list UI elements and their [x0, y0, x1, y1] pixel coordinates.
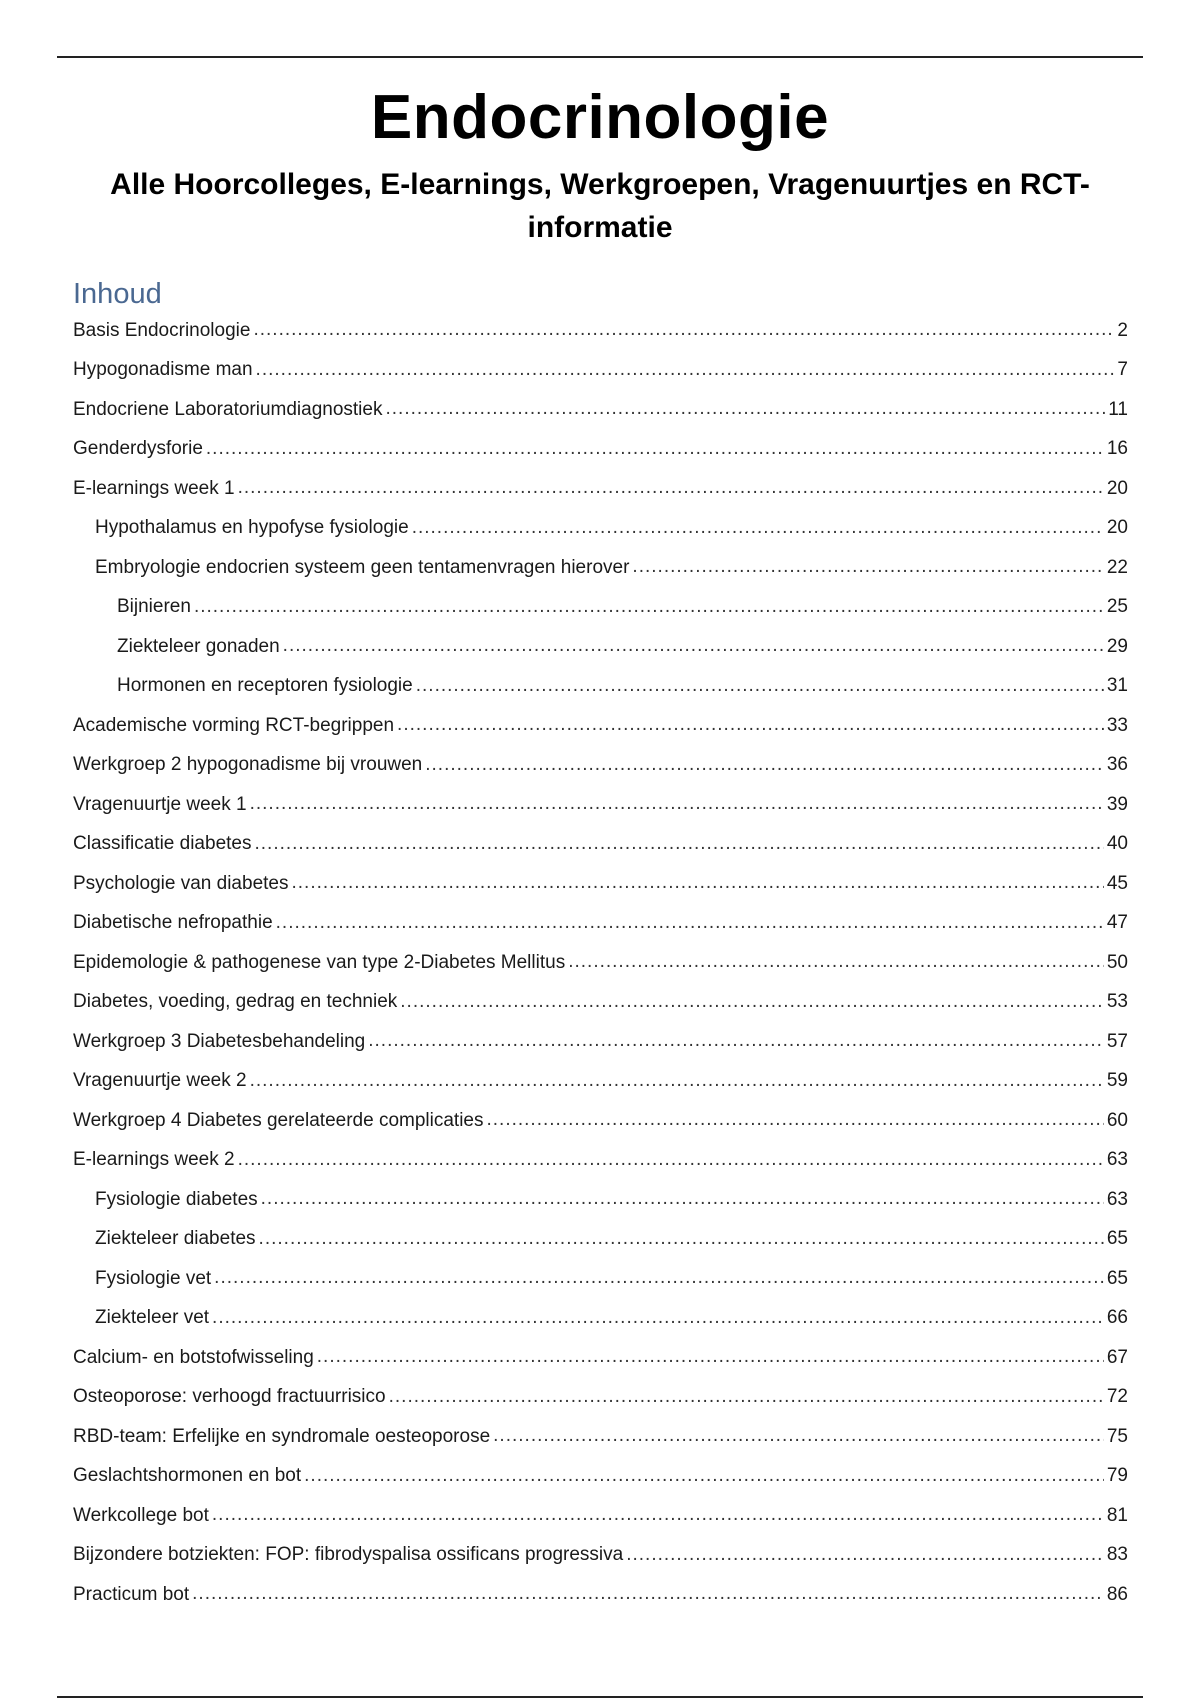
toc-entry[interactable]	[73, 469, 1128, 509]
toc-dot-leader	[385, 398, 1105, 421]
toc-entry[interactable]	[73, 1141, 1128, 1181]
toc-entry-label[interactable]: Werkcollege bot	[73, 1504, 209, 1526]
toc-entry[interactable]	[73, 390, 1128, 430]
toc-entry-page-number[interactable]: 66	[1106, 1307, 1128, 1329]
toc-entry-label[interactable]: Werkgroep 4 Diabetes gerelateerde complicaties	[73, 1109, 484, 1131]
toc-entry-label[interactable]: Vragenuurtje week 1	[73, 793, 247, 815]
toc-entry-page-number[interactable]: 50	[1106, 951, 1128, 973]
toc-dot-leader	[397, 714, 1104, 737]
toc-entry[interactable]	[73, 1575, 1128, 1615]
toc-entry-page-number[interactable]: 60	[1106, 1109, 1128, 1131]
toc-entry-page-number[interactable]: 83	[1106, 1544, 1128, 1566]
toc-entry-label[interactable]: Osteoporose: verhoogd fractuurrisico	[73, 1386, 386, 1408]
toc-entry[interactable]	[73, 1220, 1128, 1260]
toc-entry[interactable]	[73, 588, 1128, 628]
toc-entry[interactable]	[73, 509, 1128, 549]
toc-entry[interactable]	[73, 1338, 1128, 1378]
toc-entry[interactable]	[73, 825, 1128, 865]
toc-entry-page-number[interactable]: 40	[1106, 833, 1128, 855]
toc-entry-page-number[interactable]: 39	[1106, 793, 1128, 815]
toc-entry-label[interactable]: Fysiologie vet	[95, 1267, 212, 1289]
toc-entry[interactable]	[73, 864, 1128, 904]
toc-dot-leader	[214, 1267, 1104, 1290]
toc-entry-page-number[interactable]: 47	[1106, 912, 1128, 934]
toc-entry-label[interactable]: Hypogonadisme man	[73, 359, 253, 381]
toc-entry[interactable]	[73, 351, 1128, 391]
toc-entry-label[interactable]: Bijzondere botziekten: FOP: fibrodyspalisa ossificans progressiva	[73, 1544, 624, 1566]
toc-entry-label[interactable]: Practicum bot	[73, 1583, 190, 1605]
toc-dot-leader	[626, 1544, 1104, 1567]
toc-entry-page-number[interactable]: 63	[1106, 1149, 1128, 1171]
toc-entry-label[interactable]: Embryologie endocrien systeem geen tentamenvragen hierover	[95, 556, 630, 578]
toc-entry-page-number[interactable]: 2	[1117, 319, 1128, 341]
toc-entry-label[interactable]: Ziekteleer vet	[95, 1307, 210, 1329]
toc-entry-label[interactable]: RBD-team: Erfelijke en syndromale oesteoporose	[73, 1425, 491, 1447]
toc-dot-leader	[486, 1109, 1103, 1132]
toc-entry[interactable]	[73, 785, 1128, 825]
toc-entry[interactable]	[73, 1180, 1128, 1220]
toc-heading: Inhoud	[73, 278, 162, 310]
toc-entry-label[interactable]: Geslachtshormonen en bot	[73, 1465, 302, 1487]
toc-dot-leader	[291, 872, 1103, 895]
toc-entry[interactable]	[73, 706, 1128, 746]
toc-dot-leader	[493, 1425, 1104, 1448]
toc-entry-page-number[interactable]: 22	[1106, 556, 1128, 578]
header-rule	[57, 56, 1143, 58]
toc-entry[interactable]	[73, 904, 1128, 944]
footer-rule	[57, 1696, 1143, 1698]
toc-entry-label[interactable]: Psychologie van diabetes	[73, 872, 289, 894]
toc-entry[interactable]	[73, 983, 1128, 1023]
toc-entry[interactable]	[73, 430, 1128, 470]
toc-entry[interactable]	[73, 667, 1128, 707]
toc-entry[interactable]	[73, 1457, 1128, 1497]
toc-entry-page-number[interactable]: 72	[1106, 1386, 1128, 1408]
toc-entry-page-number[interactable]: 29	[1106, 635, 1128, 657]
toc-dot-leader	[194, 596, 1104, 619]
toc-entry-page-number[interactable]: 75	[1106, 1425, 1128, 1447]
toc-dot-leader	[250, 1070, 1104, 1093]
toc-entry-page-number[interactable]: 25	[1106, 596, 1128, 618]
toc-entry[interactable]	[73, 1101, 1128, 1141]
toc-entry-page-number[interactable]: 36	[1106, 754, 1128, 776]
toc-dot-leader	[400, 991, 1104, 1014]
toc-dot-leader	[259, 1228, 1104, 1251]
toc-entry-label[interactable]: Ziekteleer gonaden	[117, 635, 280, 657]
toc-entry-label[interactable]: Diabetische nefropathie	[73, 912, 273, 934]
toc-entry-page-number[interactable]: 20	[1106, 517, 1128, 539]
document-subtitle: Alle Hoorcolleges, E-learnings, Werkgroepen, Vragenuurtjes en RCT-informatie	[110, 168, 1090, 244]
toc-entry-label[interactable]: Bijnieren	[117, 596, 191, 618]
toc-entry-page-number[interactable]: 57	[1106, 1030, 1128, 1052]
document-title: Endocrinologie	[370, 83, 830, 152]
toc-entry[interactable]	[73, 1299, 1128, 1339]
toc-dot-leader	[368, 1030, 1104, 1053]
toc-entry-page-number[interactable]: 53	[1106, 991, 1128, 1013]
toc-entry-label[interactable]: Endocriene Laboratoriumdiagnostiek	[73, 398, 383, 420]
toc-entry-page-number[interactable]: 33	[1106, 714, 1128, 736]
toc-dot-leader	[212, 1504, 1104, 1527]
toc-entry-label[interactable]: Genderdysforie	[73, 438, 203, 460]
toc-dot-leader	[253, 319, 1114, 342]
toc-entry-page-number[interactable]: 20	[1106, 477, 1128, 499]
toc-entry-page-number[interactable]: 79	[1106, 1465, 1128, 1487]
toc-entry-page-number[interactable]: 45	[1106, 872, 1128, 894]
toc-entry-page-number[interactable]: 11	[1108, 398, 1128, 420]
toc-dot-leader	[389, 1386, 1104, 1409]
toc-entry[interactable]	[73, 746, 1128, 786]
toc-dot-leader	[317, 1346, 1104, 1369]
toc-entry[interactable]	[73, 1022, 1128, 1062]
toc-dot-leader	[212, 1307, 1104, 1330]
toc-dot-leader	[192, 1583, 1104, 1606]
toc-entry[interactable]	[73, 1496, 1128, 1536]
toc-dot-leader	[412, 517, 1104, 540]
toc-dot-leader	[261, 1188, 1104, 1211]
toc-entry-label[interactable]: Hormonen en receptoren fysiologie	[117, 675, 413, 697]
toc-entry[interactable]	[73, 943, 1128, 983]
toc-dot-leader	[250, 793, 1104, 816]
toc-entry-label[interactable]: Werkgroep 2 hypogonadisme bij vrouwen	[73, 754, 423, 776]
toc-dot-leader	[256, 359, 1115, 382]
toc-entry[interactable]	[73, 548, 1128, 588]
toc-dot-leader	[416, 675, 1104, 698]
toc-entry-label[interactable]: Ziekteleer diabetes	[95, 1228, 256, 1250]
toc-entry-label[interactable]: E-learnings week 1	[73, 477, 235, 499]
toc-entry-label[interactable]: Diabetes, voeding, gedrag en techniek	[73, 991, 398, 1013]
toc-dot-leader	[632, 556, 1103, 579]
toc-entry[interactable]	[73, 1259, 1128, 1299]
toc-entry-label[interactable]: Basis Endocrinologie	[73, 319, 251, 341]
toc-entry-page-number[interactable]: 63	[1106, 1188, 1128, 1210]
toc-entry-label[interactable]: Hypothalamus en hypofyse fysiologie	[95, 517, 409, 539]
toc-entry[interactable]	[73, 311, 1128, 351]
toc-dot-leader	[568, 951, 1104, 974]
toc-entry-page-number[interactable]: 31	[1106, 675, 1128, 697]
toc-entry[interactable]	[73, 1378, 1128, 1418]
toc-entry-label[interactable]: Epidemologie & pathogenese van type 2-Diabetes Mellitus	[73, 951, 566, 973]
toc-dot-leader	[254, 833, 1103, 856]
toc-entry[interactable]	[73, 1417, 1128, 1457]
toc-entry-page-number[interactable]: 86	[1106, 1583, 1128, 1605]
table-of-contents	[73, 311, 1128, 1615]
toc-entry-page-number[interactable]: 65	[1106, 1267, 1128, 1289]
toc-entry[interactable]	[73, 627, 1128, 667]
toc-entry-page-number[interactable]: 81	[1106, 1504, 1128, 1526]
toc-entry-page-number[interactable]: 67	[1106, 1346, 1128, 1368]
toc-dot-leader	[283, 635, 1104, 658]
toc-entry-label[interactable]: Vragenuurtje week 2	[73, 1070, 247, 1092]
toc-entry-page-number[interactable]: 59	[1106, 1070, 1128, 1092]
toc-entry-label[interactable]: E-learnings week 2	[73, 1149, 235, 1171]
toc-dot-leader	[206, 438, 1104, 461]
toc-entry-label[interactable]: Classificatie diabetes	[73, 833, 252, 855]
toc-entry[interactable]	[73, 1536, 1128, 1576]
toc-dot-leader	[304, 1465, 1104, 1488]
toc-entry-label[interactable]: Werkgroep 3 Diabetesbehandeling	[73, 1030, 366, 1052]
toc-dot-leader	[425, 754, 1104, 777]
toc-entry-label[interactable]: Fysiologie diabetes	[95, 1188, 258, 1210]
toc-entry-page-number[interactable]: 7	[1117, 359, 1128, 381]
toc-entry-label[interactable]: Academische vorming RCT-begrippen	[73, 714, 395, 736]
toc-entry[interactable]	[73, 1062, 1128, 1102]
toc-dot-leader	[276, 912, 1104, 935]
toc-entry-page-number[interactable]: 16	[1106, 438, 1128, 460]
toc-entry-page-number[interactable]: 65	[1106, 1228, 1128, 1250]
toc-dot-leader	[238, 1149, 1104, 1172]
toc-entry-label[interactable]: Calcium- en botstofwisseling	[73, 1346, 314, 1368]
toc-dot-leader	[238, 477, 1104, 500]
